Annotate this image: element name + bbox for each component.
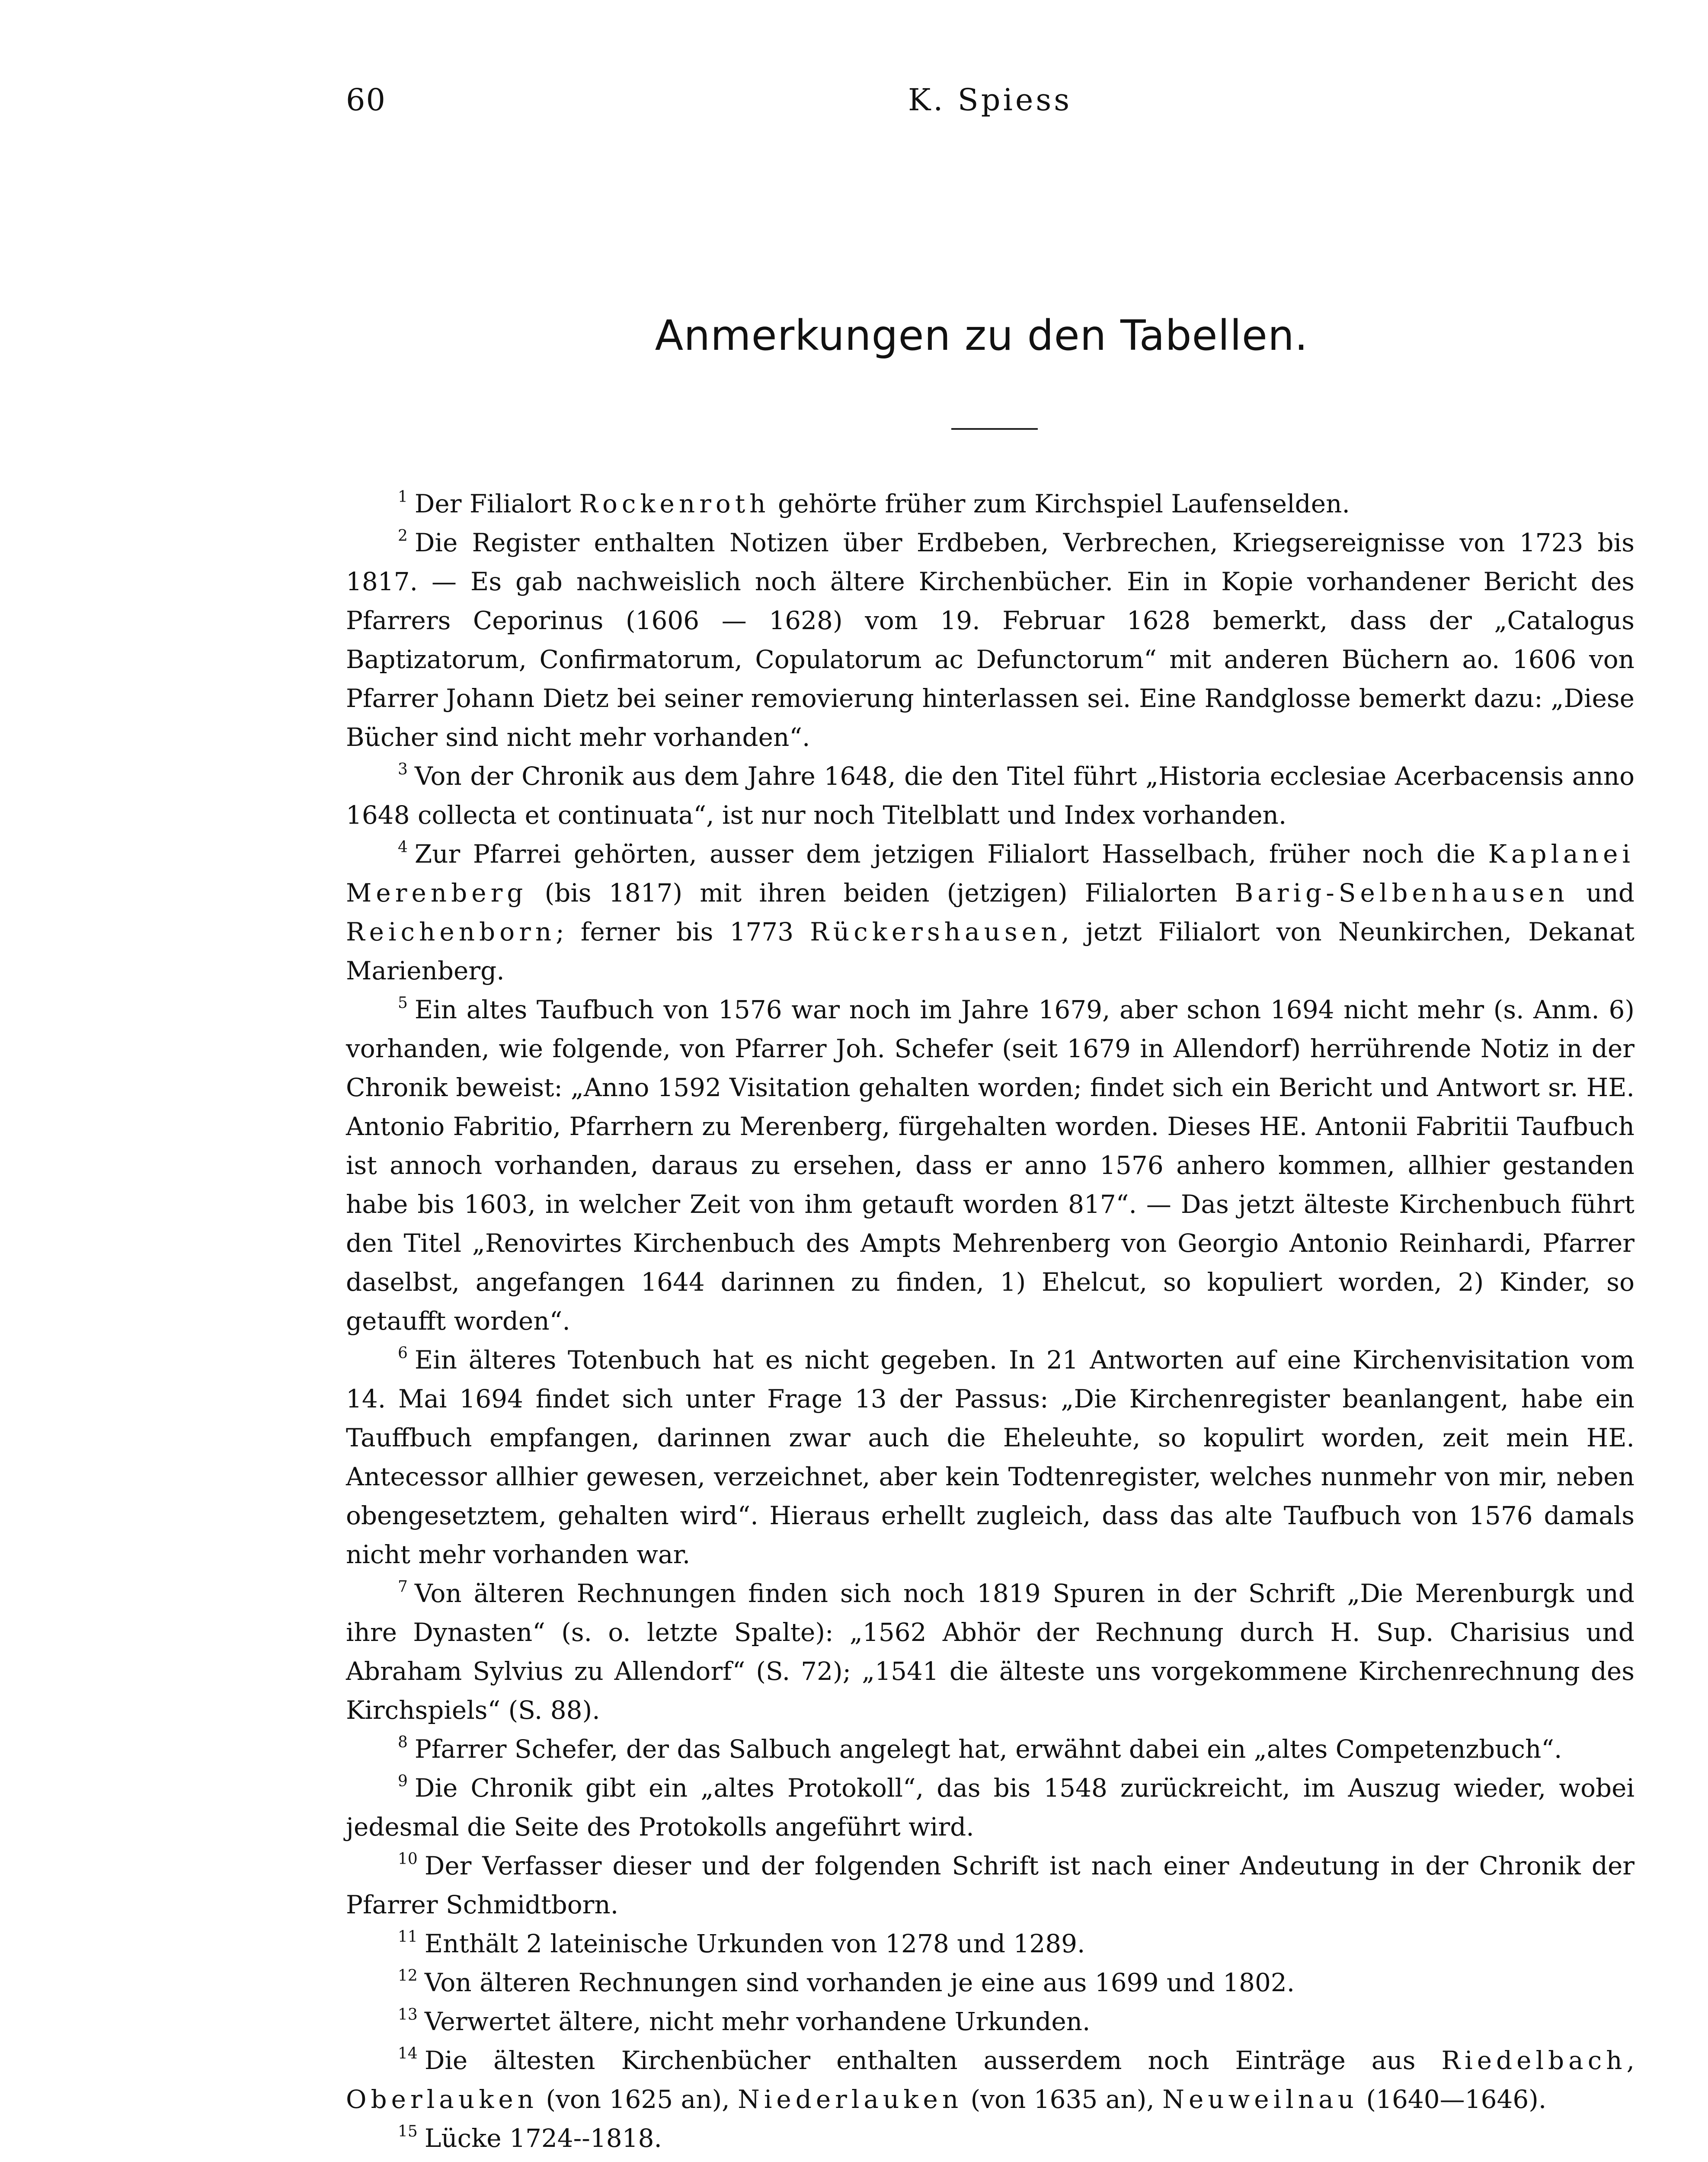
note-text: Von älteren Rechnungen sind vorhanden je eine aus 1699 und 1802. (424, 1968, 1295, 1997)
note-13 (346, 2002, 1634, 2041)
note-text: , (1626, 2046, 1634, 2075)
note-number: 13 (398, 2006, 418, 2024)
note-text: Die Chronik gibt ein „altes Protokoll“, das bis 1548 zurückreicht, im Auszug wieder, wobei jedesmal die Seite des Protokolls angeführt wird. (346, 1773, 1634, 1842)
note-text: , jetzt Filialort von Neunkirchen, Dekanat Marienberg. (346, 917, 1635, 985)
note-text: Ein altes Taufbuch von 1576 war noch im Jahre 1679, aber schon 1694 nicht mehr (s. Anm. 6) vorhanden, wie folgende, von Pfarrer Joh. Schefer (seit 1679 in Allendorf) herrührende Notiz in der Chronik beweist: „Anno 1592 Visitation gehalten worden; findet sich ein Bericht und Antwort sr. HE. Antonio Fabritio, Pfarrhern zu Merenberg, fürgehalten worden. Dieses HE. Antonii Fabritii Taufbuch ist annoch vorhanden, daraus zu ersehen, dass er anno 1576 anhero kommen, allhier gestanden habe bis 1603, in welcher Zeit von ihm getauft worden 817“. — Das jetzt älteste Kirchenbuch führt den Titel „Renovirtes Kirchenbuch des Ampts Mehrenberg von Georgio Antonio Reinhardi, Pfarrer daselbst, angefangen 1644 darinnen zu finden, 1) Ehelcut, so kopuliert worden, 2) Kinder, so getaufft worden“. (346, 995, 1634, 1336)
note-number: 3 (398, 761, 408, 778)
note-place-name: Oberlauken (346, 2085, 538, 2114)
note-place-name: Niederlauken (738, 2085, 963, 2114)
note-15 (346, 2119, 1634, 2158)
note-text: Die Register enthalten Notizen über Erdbeben, Verbrechen, Kriegsereignisse von 1723 bis 1817. — Es gab nachweislich noch ältere Kirchenbücher. Ein in Kopie vorhandener Bericht des Pfarrers Ceporinus (1606 — 1628) vom 19. Februar 1628 bemerkt, dass der „Catalogus Baptizatorum, Confirmatorum, Copulatorum ac Defunctorum“ mit anderen Büchern ao. 1606 von Pfarrer Johann Dietz bei seiner removierung hinterlassen sei. Eine Randglosse bemerkt dazu: „Diese Bücher sind nicht mehr vorhanden“. (346, 528, 1634, 752)
note-text: (1640—1646). (1358, 2085, 1547, 2114)
note-number: 8 (398, 1733, 408, 1751)
note-number: 2 (398, 527, 408, 545)
note-4 (346, 835, 1634, 990)
note-text: Enthält 2 lateinische Urkunden von 1278 und 1289. (424, 1929, 1085, 1958)
note-place-name: Riedelbach (1441, 2046, 1627, 2075)
note-text: (bis 1817) mit ihren beiden (jetzigen) Filialorten (527, 878, 1235, 908)
note-place-name: Reichenborn (346, 917, 556, 947)
note-12 (346, 1963, 1634, 2002)
note-3 (346, 757, 1634, 835)
page-title: Anmerkungen zu den Tabellen. (655, 311, 1308, 360)
title-divider (951, 428, 1038, 430)
note-text: ; ferner bis 1773 (556, 917, 810, 947)
note-text: Lücke 1724--1818. (424, 2124, 662, 2153)
note-text: Zur Pfarrei gehörten, ausser dem jetzigen Filialort Hasselbach, früher noch die (414, 839, 1488, 869)
note-2 (346, 523, 1634, 757)
note-place-name: Barig-Selbenhausen (1235, 878, 1569, 908)
note-text: Ein älteres Totenbuch hat es nicht gegeben. In 21 Antworten auf eine Kirchenvisitation vom 14. Mai 1694 findet sich unter Frage 13 der Passus: „Die Kirchenregister beanlangent, habe ein Tauffbuch empfangen, darinnen zwar auch die Eheleuhte, so kopulirt worden, zeit mein HE. Antecessor allhier gewesen, verzeichnet, aber kein Todtenregister, welches nunmehr von mir, neben obengesetztem, gehalten wird“. Hieraus erhellt zugleich, dass das alte Taufbuch von 1576 damals nicht mehr vorhanden war. (346, 1345, 1634, 1569)
note-text: Verwertet ältere, nicht mehr vorhandene Urkunden. (424, 2007, 1091, 2036)
note-1 (346, 484, 1634, 523)
note-number: 7 (398, 1578, 408, 1596)
note-place-name: Kaplanei Merenberg (346, 839, 1634, 908)
note-text: (von 1625 an), (538, 2085, 738, 2114)
note-6 (346, 1340, 1634, 1574)
note-number: 12 (398, 1967, 418, 1985)
note-number: 4 (398, 838, 408, 856)
note-11 (346, 1924, 1634, 1963)
note-number: 6 (398, 1344, 408, 1362)
note-10 (346, 1846, 1634, 1924)
notes-list (346, 484, 1634, 2162)
note-place-name: Rückershausen (810, 917, 1062, 947)
note-7 (346, 1574, 1634, 1730)
note-number: 11 (398, 1928, 418, 1946)
note-number: 9 (398, 1772, 408, 1790)
note-text: gehörte früher zum Kirchspiel Laufenselden. (770, 489, 1350, 518)
note-number: 5 (398, 994, 408, 1012)
note-text: Der Filialort (414, 489, 579, 518)
note-text: (von 1635 an), (963, 2085, 1163, 2114)
note-place-name: Rockenroth (579, 489, 770, 518)
note-14 (346, 2041, 1634, 2119)
note-5 (346, 990, 1634, 1340)
note-8 (346, 1730, 1634, 1769)
note-text: Der Verfasser dieser und der folgenden Schrift ist nach einer Andeutung in der Chronik der Pfarrer Schmidtborn. (346, 1851, 1634, 1919)
page-number: 60 (346, 82, 387, 118)
note-text: Von älteren Rechnungen finden sich noch 1819 Spuren in der Schrift „Die Merenburgk und ihre Dynasten“ (s. o. letzte Spalte): „1562 Abhör der Rechnung durch H. Sup. Charisius und Abraham Sylvius zu Allendorf“ (S. 72); „1541 die älteste uns vorgekommene Kirchenrechnung des Kirchspiels“ (S. 88). (346, 1579, 1634, 1725)
note-number: 10 (398, 1850, 418, 1868)
note-16 (346, 2158, 1634, 2162)
note-place-name: Neuweilnau (1162, 2085, 1359, 2114)
note-9 (346, 1769, 1634, 1846)
note-number: 15 (398, 2123, 418, 2140)
running-head: K. Spiess (908, 82, 1072, 118)
note-text: Pfarrer Schefer, der das Salbuch angelegt hat, erwähnt dabei ein „altes Competenzbuch“. (414, 1734, 1562, 1764)
note-text: Die ältesten Kirchenbücher enthalten ausserdem noch Einträge aus (424, 2046, 1442, 2075)
note-text: und (1568, 878, 1634, 908)
note-number: 1 (398, 488, 408, 506)
note-number: 14 (398, 2045, 418, 2063)
note-text: Von der Chronik aus dem Jahre 1648, die den Titel führt „Historia ecclesiae Acerbacensis anno 1648 collecta et continuata“, ist nur noch Titelblatt und Index vorhanden. (346, 761, 1634, 830)
